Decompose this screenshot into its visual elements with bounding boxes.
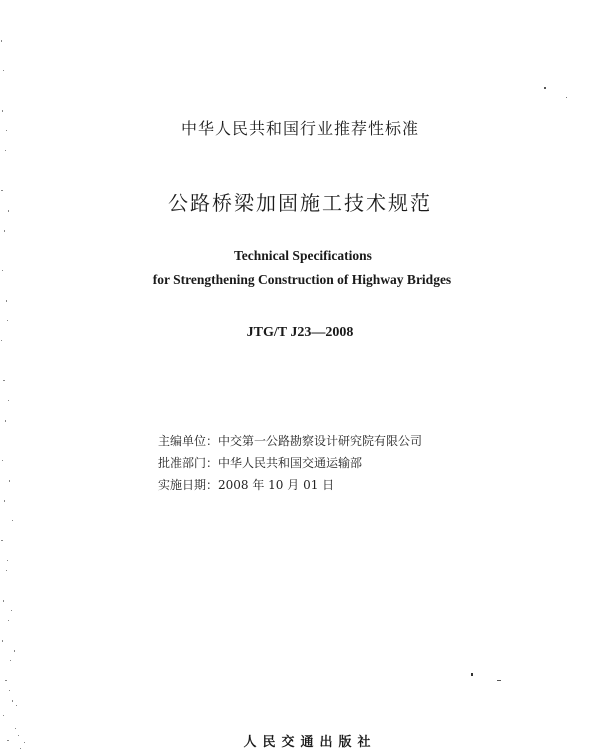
approval-department: 批准部门：中华人民共和国交通运输部 (158, 456, 363, 470)
editor-unit: 主编单位：中交第一公路勘察设计研究院有限公司 (158, 434, 423, 448)
document-title-en-line1: Technical Specifications (234, 248, 372, 263)
publisher-name: 人民交通出版社 (243, 735, 377, 750)
standard-category: 中华人民共和国行业推荐性标准 (180, 119, 419, 138)
effective-date: 实施日期：2008 年 10 月 01 日 (158, 478, 335, 492)
document-title-en-line2: for Strengthening Construction of Highway Bridges (152, 272, 452, 287)
standard-code: JTG/T J23—2008 (246, 325, 354, 340)
document-title-cn: 公路桥梁加固施工技术规范 (168, 191, 432, 215)
